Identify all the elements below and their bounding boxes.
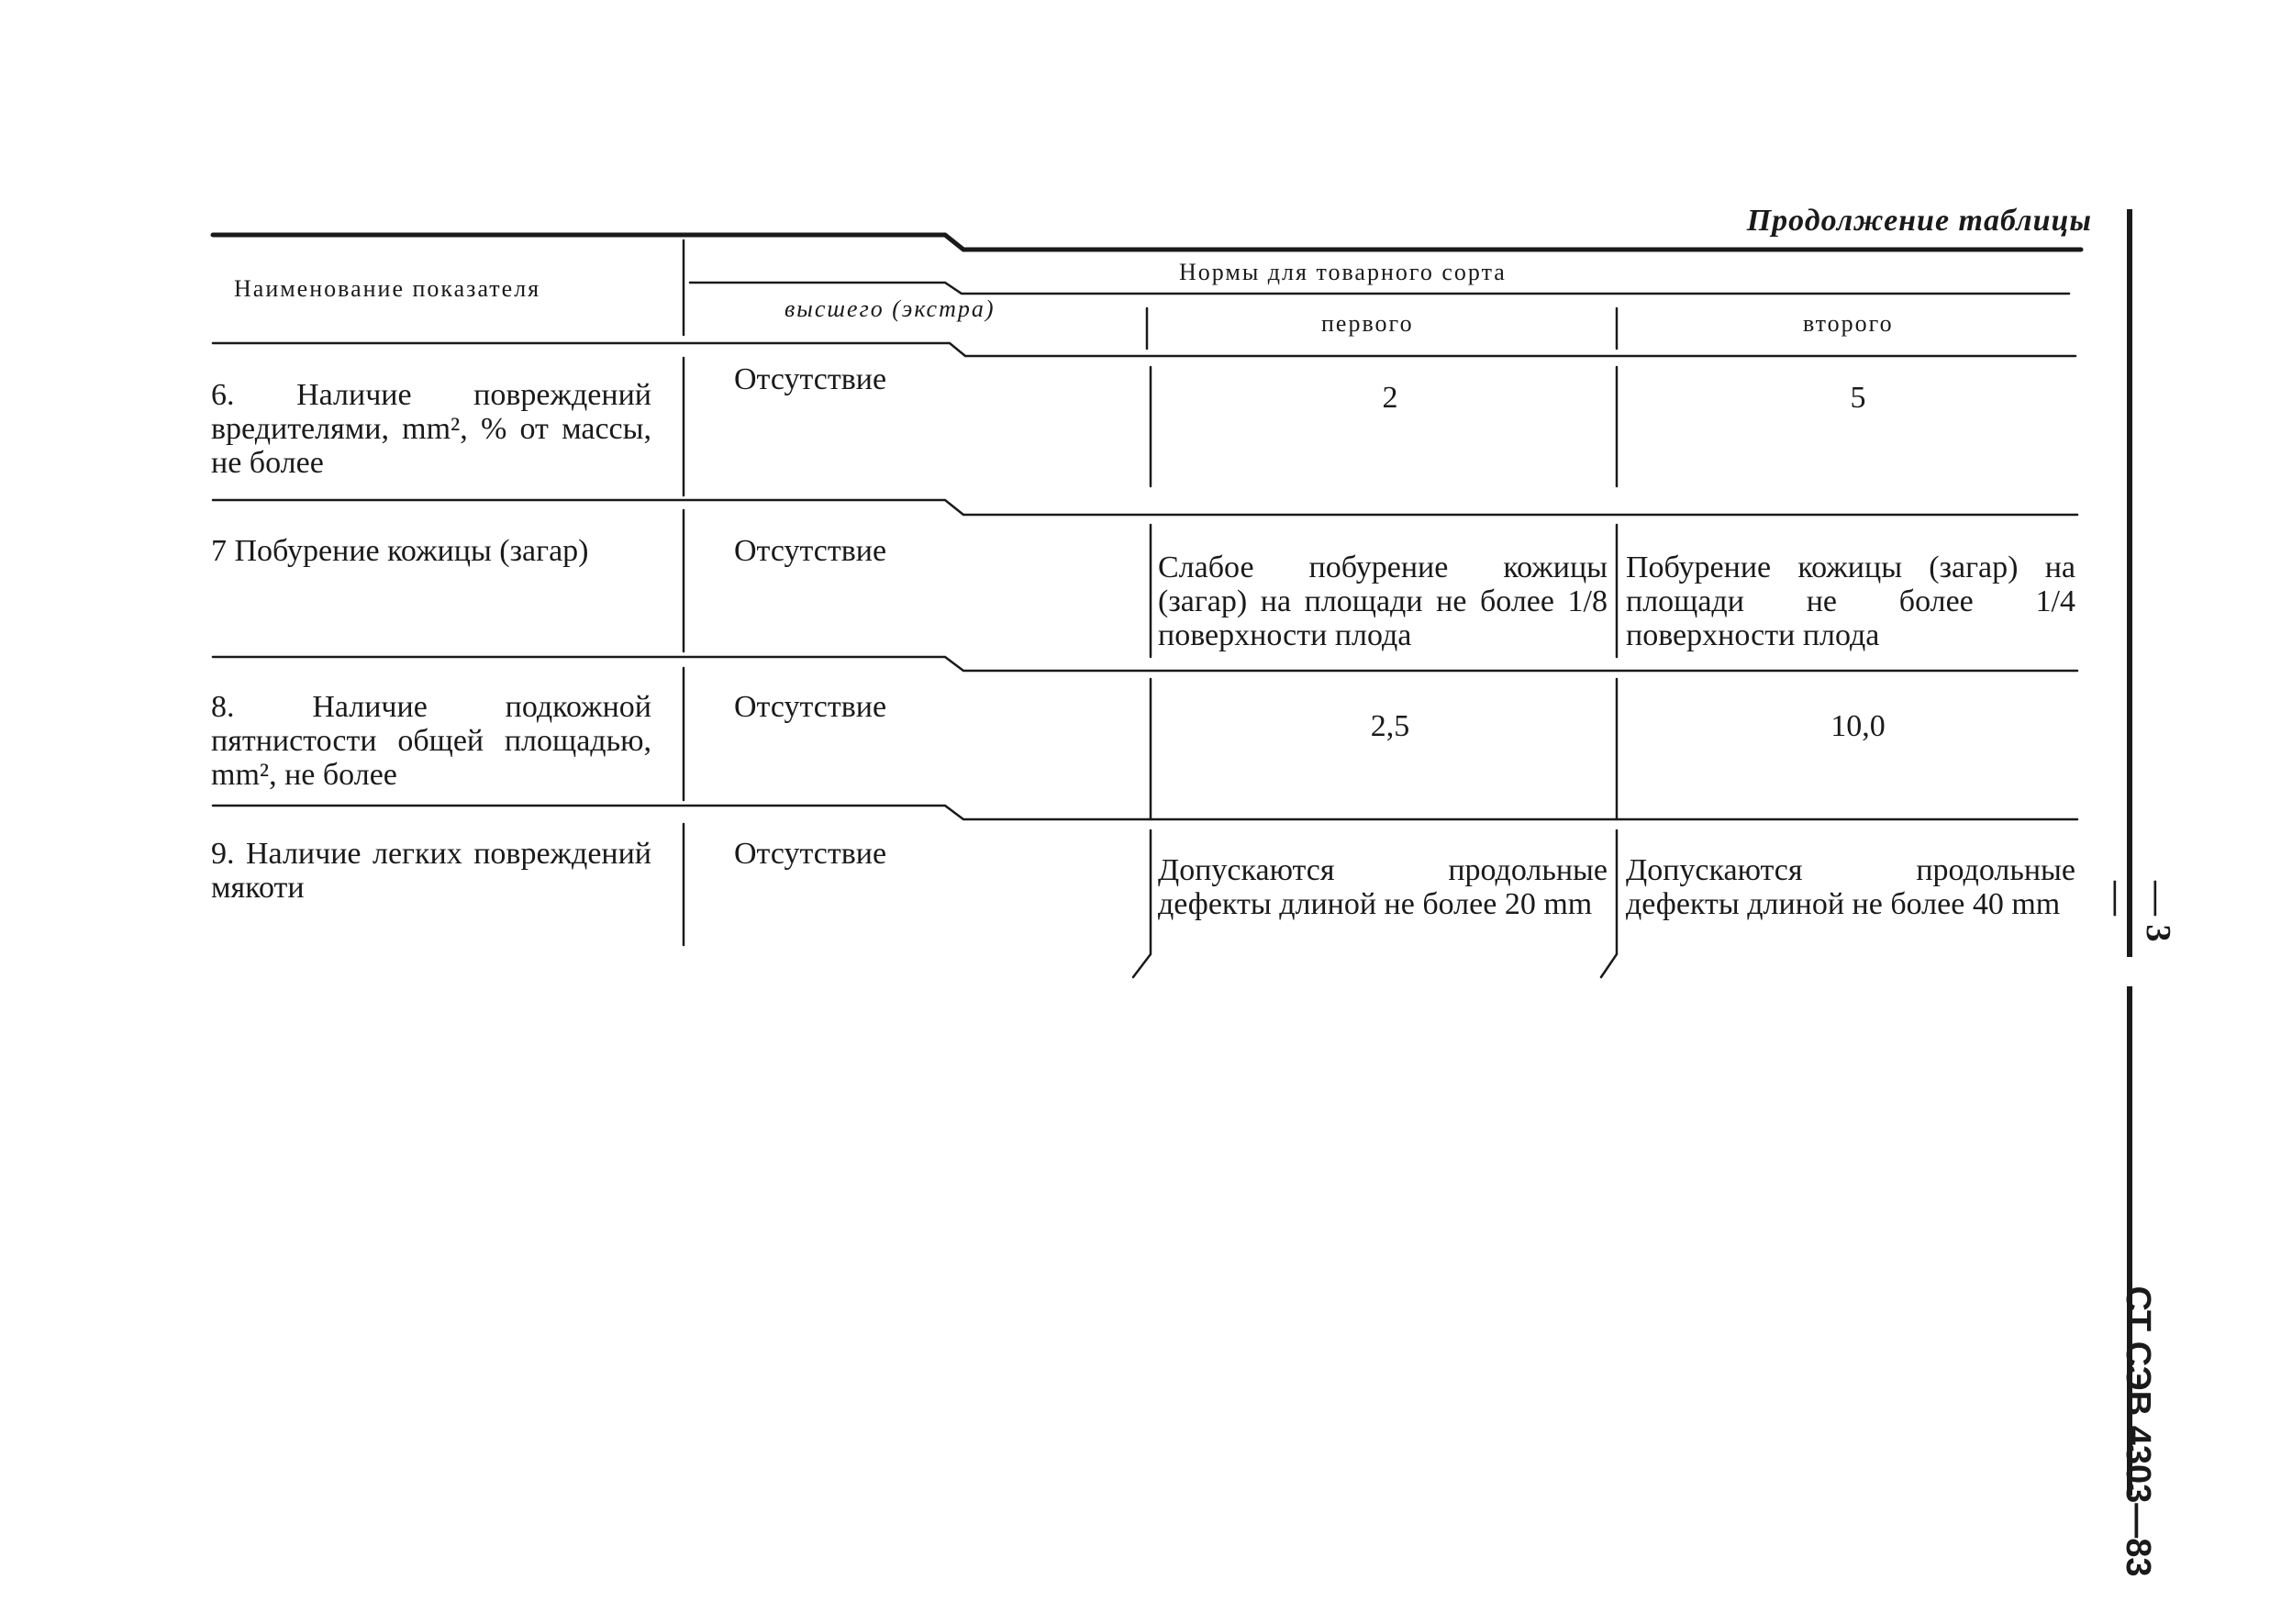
row-7-top-grade: Отсутствие: [734, 534, 887, 568]
page-number: — 3 —: [2098, 881, 2177, 942]
row-7-first-grade: Слабое побурение кожицы (загар) на площади не более 1/8 поверхности плода: [1158, 551, 1608, 652]
row-6-first-grade: 2: [1382, 381, 1398, 415]
row-8-top-grade: Отсутствие: [734, 690, 887, 724]
row-6-second-grade: 5: [1850, 381, 1866, 415]
row-6-top-grade: Отсутствие: [734, 362, 887, 396]
row-8-indicator: 8. Наличие подкожной пятнистости общей площадью, mm², не более: [211, 690, 651, 792]
row-9-top-grade: Отсутствие: [734, 837, 887, 871]
row-6-indicator: [211, 378, 651, 480]
row-7-indicator: 7 Побурение кожицы (загар): [211, 534, 589, 568]
row-9-first-grade: Допускаются продольные дефекты длиной не более 20 mm: [1158, 853, 1608, 921]
header-top-grade: высшего (экстра): [784, 295, 996, 322]
row-9-indicator: 9. Наличие легких повреждений мякоти: [211, 837, 651, 905]
header-indicator: Наименование показателя: [234, 275, 541, 302]
header-first-grade: первого: [1321, 310, 1414, 337]
row-6-indicator-text: 6. Наличие повреждений вредителями, mm², % от массы, не более: [211, 378, 651, 480]
margin-rule-top: [2127, 209, 2132, 957]
header-norms-group: Нормы для товарного сорта: [1179, 259, 1507, 285]
row-7-second-grade: Побурение кожицы (загар) на площади не более 1/4 поверхности плода: [1626, 551, 2075, 652]
standard-code: СТ СЭВ 4303—83: [2119, 1285, 2158, 1577]
row-9-second-grade: Допускаются продольные дефекты длиной не более 40 mm: [1626, 853, 2075, 921]
row-8-second-grade: 10,0: [1830, 709, 1886, 743]
row-8-first-grade: 2,5: [1370, 709, 1410, 743]
continuation-label: Продолжение таблицы: [1746, 204, 2092, 238]
header-second-grade: второго: [1803, 310, 1894, 337]
